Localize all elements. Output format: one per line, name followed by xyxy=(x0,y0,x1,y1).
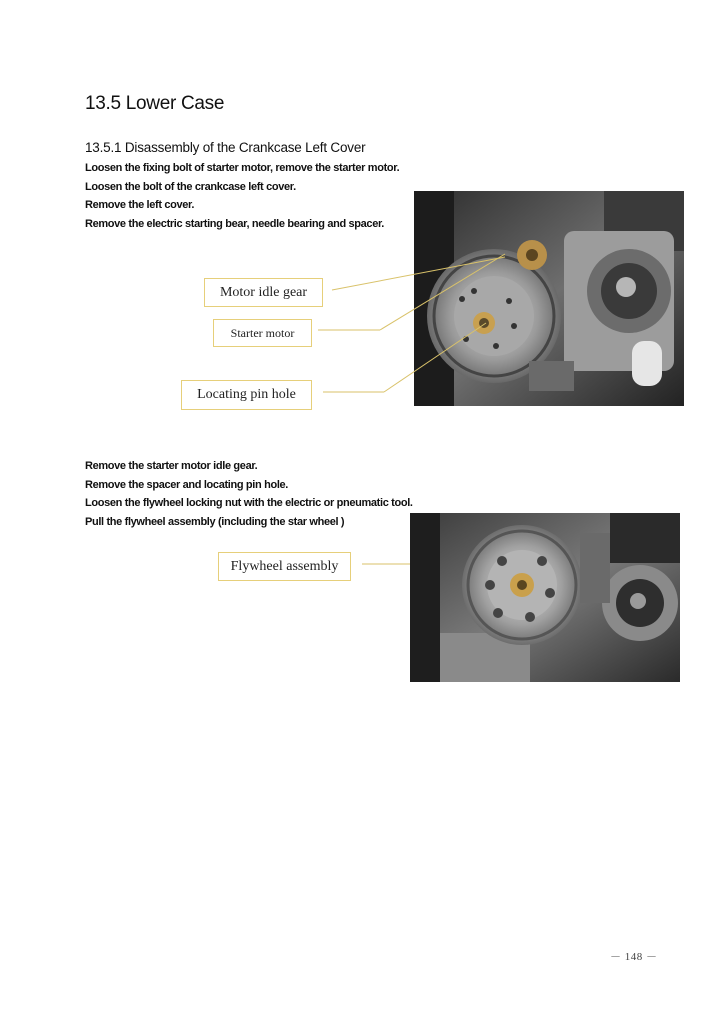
step-line: Remove the spacer and locating pin hole. xyxy=(85,478,288,491)
flywheel-photo-2-drawing xyxy=(410,513,680,682)
step-line: Loosen the flywheel locking nut with the electric or pneumatic tool. xyxy=(85,497,413,510)
callout-flywheel-assembly: Flywheel assembly xyxy=(218,552,351,581)
step-line: Remove the electric starting bear, needle bearing and spacer. xyxy=(85,217,384,230)
step-line: Remove the starter motor idle gear. xyxy=(85,460,258,472)
crankcase-photo-1 xyxy=(414,191,684,406)
flywheel-photo-2 xyxy=(410,513,680,682)
callout-locating-pin-hole: Locating pin hole xyxy=(181,380,312,410)
step-line: Loosen the bolt of the crankcase left cover. xyxy=(85,180,296,193)
section-title: 13.5 Lower Case xyxy=(85,93,225,114)
steps-paragraph-2 xyxy=(85,457,425,531)
step-line: Pull the flywheel assembly (including the star wheel ) xyxy=(85,515,345,528)
callout-motor-idle-gear: Motor idle gear xyxy=(204,278,323,307)
subsection-title: 13.5.1 Disassembly of the Crankcase Left Cover xyxy=(85,140,366,155)
step-line: Loosen the fixing bolt of starter motor, remove the starter motor. xyxy=(85,162,400,174)
page-number: － 148 － xyxy=(610,951,658,963)
callout-starter-motor: Starter motor xyxy=(213,319,312,347)
step-line: Remove the left cover. xyxy=(85,199,195,212)
crankcase-photo-1-drawing xyxy=(414,191,684,406)
steps-paragraph-1 xyxy=(85,159,425,233)
